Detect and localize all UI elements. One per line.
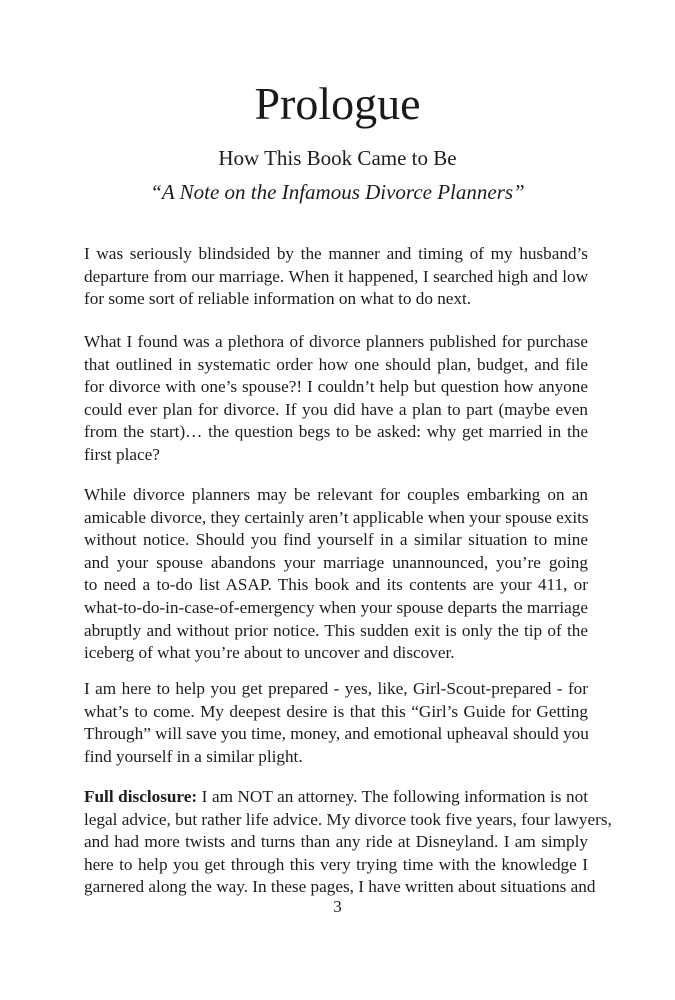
text-line: here to help you get through this very trying time with the knowledge I: [84, 854, 588, 874]
body-paragraph-3: [84, 484, 588, 665]
chapter-tagline: “A Note on the Infamous Divorce Planners”: [150, 180, 525, 204]
text-line: amicable divorce, they certainly aren’t applicable when your spouse exits: [84, 507, 589, 527]
text-line: I am here to help you get prepared - yes, like, Girl-Scout-prepared - for: [84, 679, 588, 698]
chapter-subtitle: How This Book Came to Be: [218, 146, 457, 170]
text-line: I was seriously blindsided by the manner and timing of my husband’s: [84, 244, 588, 263]
text-line: find yourself in a similar plight.: [84, 746, 303, 766]
text-line: to need a to-do list ASAP. This book and its contents are your 411, or: [84, 575, 588, 595]
body-paragraph-2: [84, 331, 588, 467]
text-line: what’s to come. My deepest desire is that this “Girl’s Guide for Getting: [84, 701, 588, 721]
body-paragraph-4: [84, 678, 588, 768]
text-line: from the start)… the question begs to be asked: why get married in the: [84, 422, 588, 442]
text-line: and your spouse abandons your marriage unannounced, you’re going: [84, 552, 588, 572]
bold-lead: Full disclosure:: [84, 787, 198, 806]
text-line: that outlined in systematic order how one should plan, budget, and file: [84, 354, 588, 374]
page-number: 3: [333, 897, 342, 916]
body-paragraph-5: [84, 786, 612, 899]
text-line: legal advice, but rather life advice. My divorce took five years, four lawyers,: [84, 809, 612, 829]
text-line-rest: I am NOT an attorney. The following information is not: [197, 787, 588, 806]
text-line: [84, 786, 588, 809]
text-line: without notice. Should you find yourself in a similar situation to mine: [84, 530, 588, 550]
text-line: for divorce with one’s spouse?! I couldn’t help but question how anyone: [84, 377, 588, 397]
text-line: what-to-do-in-case-of-emergency when your spouse departs the marriage: [84, 597, 588, 617]
text-line: While divorce planners may be relevant for couples embarking on an: [84, 485, 588, 504]
text-line: first place?: [84, 444, 160, 464]
text-line: and had more twists and turns than any ride at Disneyland. I am simply: [84, 832, 588, 852]
text-line: could ever plan for divorce. If you did have a plan to part (maybe even: [84, 399, 588, 419]
text-line: What I found was a plethora of divorce planners published for purchase: [84, 332, 588, 351]
text-line: Through” will save you time, money, and emotional upheaval should you: [84, 724, 589, 744]
body-paragraph-1: [84, 243, 588, 311]
text-line: iceberg of what you’re about to uncover and discover.: [84, 643, 455, 663]
text-line: abruptly and without prior notice. This sudden exit is only the tip of the: [84, 620, 588, 640]
text-line: for some sort of reliable information on what to do next.: [84, 289, 472, 309]
text-line: garnered along the way. In these pages, I have written about situations and: [84, 877, 596, 897]
text-line: departure from our marriage. When it happened, I searched high and low: [84, 266, 588, 286]
chapter-title: Prologue: [254, 78, 421, 129]
